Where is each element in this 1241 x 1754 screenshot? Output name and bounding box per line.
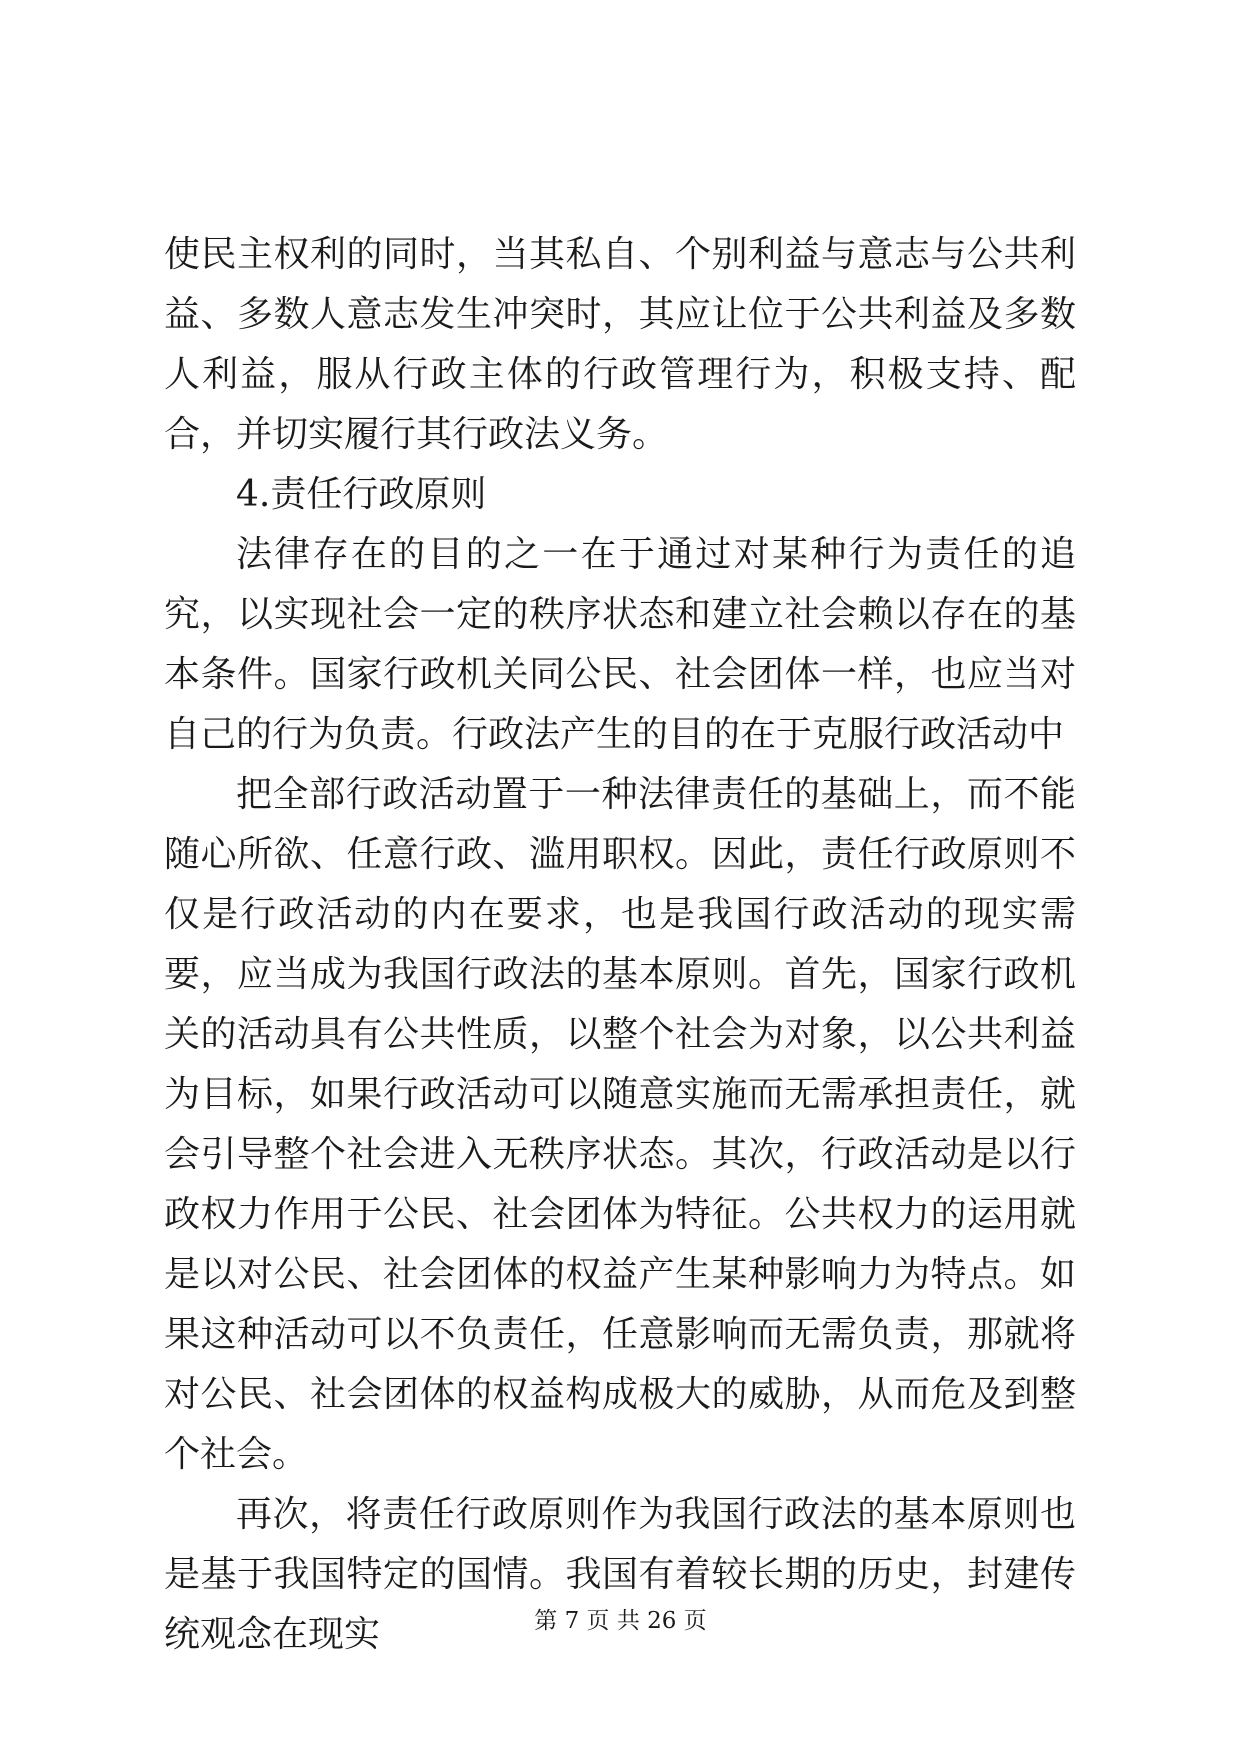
page-number-footer: 第 7 页 共 26 页	[534, 1608, 707, 1634]
paragraph: 再次，将责任行政原则作为我国行政法的基本原则也是基于我国特定的国情。我国有着较长期的历史，封建传统观念在现实	[164, 1494, 1076, 1655]
paragraph: 把全部行政活动置于一种法律责任的基础上，而不能随心所欲、任意行政、滥用职权。因此，责任行政原则不仅是行政活动的内在要求，也是我国行政活动的现实需要，应当成为我国行政法的基本原则。首先，国家行政机关的活动具有公共性质，以整个社会为对象，以公共利益为目标，如果行政活动可以随意实施而无需承担责任，就会引导整个社会进入无秩序状态。其次，行政活动是以行政权力作用于公民、社会团体为特征。公共权力的运用就是以对公民、社会团体的权益产生某种影响力为特点。如果这种活动可以不负责任，任意影响而无需负责，那就将对公民、社会团体的权益构成极大的威胁，从而危及到整个社会。	[164, 774, 1076, 1475]
section-heading: 4.责任行政原则	[236, 474, 487, 515]
paragraph: 法律存在的目的之一在于通过对某种行为责任的追究，以实现社会一定的秩序状态和建立社会赖以存在的基本条件。国家行政机关同公民、社会团体一样，也应当对自己的行为负责。行政法产生的目的在于克服行政活动中	[164, 534, 1076, 755]
paragraph-continuation: 使民主权利的同时，当其私自、个别利益与意志与公共利益、多数人意志发生冲突时，其应让位于公共利益及多数人利益，服从行政主体的行政管理行为，积极支持、配合，并切实履行其行政法义务。	[164, 234, 1076, 455]
document-body	[164, 225, 1076, 1665]
